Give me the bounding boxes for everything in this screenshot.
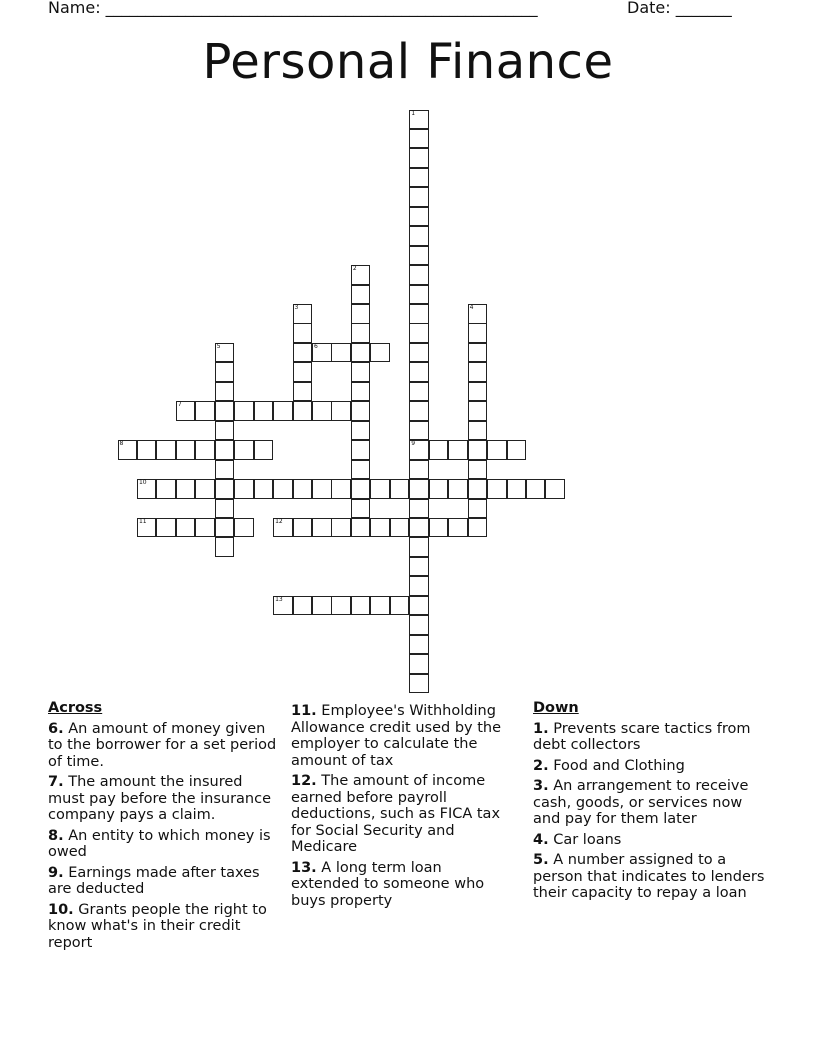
grid-cell[interactable] <box>409 537 429 557</box>
across-heading: Across <box>48 700 103 716</box>
clue-across-8: 8. An entity to which money is owed <box>48 827 271 860</box>
grid-cell[interactable] <box>351 479 371 499</box>
grid-cell[interactable] <box>254 479 274 499</box>
grid-cell[interactable] <box>468 479 488 499</box>
grid-cell[interactable] <box>351 401 371 421</box>
grid-cell[interactable] <box>409 168 429 188</box>
grid-cell[interactable] <box>331 596 351 616</box>
clue-number: 1 <box>411 109 416 117</box>
grid-cell[interactable] <box>409 401 429 421</box>
grid-cell[interactable] <box>118 440 138 460</box>
grid-cell[interactable] <box>351 304 371 324</box>
grid-cell[interactable] <box>215 460 235 480</box>
grid-cell[interactable] <box>351 499 371 519</box>
grid-cell[interactable] <box>254 401 274 421</box>
grid-cell[interactable] <box>293 382 313 402</box>
grid-cell[interactable] <box>176 401 196 421</box>
grid-cell[interactable] <box>273 596 293 616</box>
grid-cell[interactable] <box>409 226 429 246</box>
grid-cell[interactable] <box>370 518 390 538</box>
clue-down-3: 3. An arrangement to receive cash, goods, or services now and pay for them later <box>533 778 749 827</box>
grid-cell[interactable] <box>409 246 429 266</box>
grid-cell[interactable] <box>351 596 371 616</box>
grid-cell[interactable] <box>254 440 274 460</box>
clue-down-1: 1. Prevents scare tactics from debt collectors <box>533 720 751 753</box>
clue-across-12: 12. The amount of income earned before payroll deductions, such as FICA tax for Social Security and Medicare <box>291 773 501 855</box>
name-field[interactable]: Name: ______________________________________________________ <box>48 0 538 17</box>
grid-cell[interactable] <box>409 557 429 577</box>
clue-down-5: 5. A number assigned to a person that indicates to lenders their capacity to repay a loan <box>533 852 765 901</box>
grid-cell[interactable] <box>312 518 332 538</box>
grid-cell[interactable] <box>468 440 488 460</box>
grid-cell[interactable] <box>351 362 371 382</box>
grid-cell[interactable] <box>215 401 235 421</box>
grid-cell[interactable] <box>409 362 429 382</box>
grid-cell[interactable] <box>195 518 215 538</box>
grid-cell[interactable] <box>293 323 313 343</box>
grid-cell[interactable] <box>507 479 527 499</box>
grid-cell[interactable] <box>351 440 371 460</box>
down-heading: Down <box>533 700 579 716</box>
grid-cell[interactable] <box>370 479 390 499</box>
grid-cell[interactable] <box>312 479 332 499</box>
grid-cell[interactable] <box>293 362 313 382</box>
grid-cell[interactable] <box>468 421 488 441</box>
grid-cell[interactable] <box>390 518 410 538</box>
clue-number: 12 <box>275 517 283 525</box>
grid-cell[interactable] <box>156 518 176 538</box>
clue-number: 10 <box>138 479 147 487</box>
clue-number: 7 <box>177 401 182 409</box>
grid-cell[interactable] <box>195 401 215 421</box>
grid-cell[interactable] <box>273 479 293 499</box>
grid-cell[interactable] <box>468 401 488 421</box>
clue-number: 2 <box>352 265 357 273</box>
grid-cell[interactable] <box>468 323 488 343</box>
grid-cell[interactable] <box>468 499 488 519</box>
grid-cell[interactable] <box>409 323 429 343</box>
grid-cell[interactable] <box>409 596 429 616</box>
clue-across-9: 9. Earnings made after taxes are deducted <box>48 864 260 897</box>
grid-cell[interactable] <box>293 304 313 324</box>
clue-down-2: 2. Food and Clothing <box>533 757 685 774</box>
grid-cell[interactable] <box>507 440 527 460</box>
grid-cell[interactable] <box>351 518 371 538</box>
grid-cell[interactable] <box>312 343 332 363</box>
grid-cell[interactable] <box>293 596 313 616</box>
across-clues-column-1 <box>48 700 280 955</box>
grid-cell[interactable] <box>409 285 429 305</box>
grid-cell[interactable] <box>409 440 429 460</box>
grid-cell[interactable] <box>409 674 429 694</box>
grid-cell[interactable] <box>468 362 488 382</box>
grid-cell[interactable] <box>409 148 429 168</box>
grid-cell[interactable] <box>234 518 254 538</box>
grid-cell[interactable] <box>390 596 410 616</box>
date-field[interactable]: Date: _______ <box>627 0 732 17</box>
grid-cell[interactable] <box>409 382 429 402</box>
grid-cell[interactable] <box>137 479 157 499</box>
grid-cell[interactable] <box>293 343 313 363</box>
grid-cell[interactable] <box>370 343 390 363</box>
grid-cell[interactable] <box>448 518 468 538</box>
grid-cell[interactable] <box>409 460 429 480</box>
grid-cell[interactable] <box>273 518 293 538</box>
page-title: Personal Finance <box>202 34 614 90</box>
grid-cell[interactable] <box>215 518 235 538</box>
grid-cell[interactable] <box>487 479 507 499</box>
grid-cell[interactable] <box>293 479 313 499</box>
grid-cell[interactable] <box>409 110 429 130</box>
grid-cell[interactable] <box>351 460 371 480</box>
grid-cell[interactable] <box>468 518 488 538</box>
grid-cell[interactable] <box>409 207 429 227</box>
grid-cell[interactable] <box>409 304 429 324</box>
down-clues-column <box>533 700 768 906</box>
grid-cell[interactable] <box>409 518 429 538</box>
grid-cell[interactable] <box>526 479 546 499</box>
grid-cell[interactable] <box>390 479 410 499</box>
grid-cell[interactable] <box>351 421 371 441</box>
grid-cell[interactable] <box>293 401 313 421</box>
grid-cell[interactable] <box>234 440 254 460</box>
grid-cell[interactable] <box>429 479 449 499</box>
grid-cell[interactable] <box>273 401 293 421</box>
grid-cell[interactable] <box>195 440 215 460</box>
clue-number: 9 <box>411 440 416 448</box>
grid-cell[interactable] <box>137 440 157 460</box>
grid-cell[interactable] <box>409 499 429 519</box>
grid-cell[interactable] <box>137 518 157 538</box>
clue-number: 6 <box>314 342 318 350</box>
grid-cell[interactable] <box>351 265 371 285</box>
grid-cell[interactable] <box>351 323 371 343</box>
grid-cell[interactable] <box>468 382 488 402</box>
clue-down-4: 4. Car loans <box>533 831 622 848</box>
grid-cell[interactable] <box>409 635 429 655</box>
grid-cell[interactable] <box>370 596 390 616</box>
grid-cell[interactable] <box>409 479 429 499</box>
grid-cell[interactable] <box>331 518 351 538</box>
grid-cell[interactable] <box>468 343 488 363</box>
grid-cell[interactable] <box>409 265 429 285</box>
clue-number: 13 <box>275 595 283 603</box>
grid-cell[interactable] <box>545 479 565 499</box>
grid-cell[interactable] <box>351 285 371 305</box>
clue-across-10: 10. Grants people the right to know what's in their credit report <box>48 901 267 951</box>
grid-cell[interactable] <box>215 343 235 363</box>
grid-cell[interactable] <box>468 460 488 480</box>
grid-cell[interactable] <box>448 479 468 499</box>
grid-cell[interactable] <box>429 440 449 460</box>
grid-cell[interactable] <box>176 440 196 460</box>
grid-cell[interactable] <box>409 654 429 674</box>
grid-cell[interactable] <box>215 499 235 519</box>
grid-cell[interactable] <box>215 421 235 441</box>
grid-cell[interactable] <box>409 187 429 207</box>
grid-cell[interactable] <box>331 343 351 363</box>
grid-cell[interactable] <box>351 382 371 402</box>
grid-cell[interactable] <box>195 479 215 499</box>
grid-cell[interactable] <box>215 479 235 499</box>
grid-cell[interactable] <box>234 401 254 421</box>
clue-number: 3 <box>294 304 299 311</box>
grid-cell[interactable] <box>487 440 507 460</box>
clue-number: 11 <box>138 517 147 525</box>
across-clues-column-2 <box>291 703 513 913</box>
grid-cell[interactable] <box>215 537 235 557</box>
grid-cell[interactable] <box>409 343 429 363</box>
grid-cell[interactable] <box>156 440 176 460</box>
clue-across-7: 7. The amount the insured must pay before the insurance company pays a claim. <box>48 774 272 823</box>
grid-cell[interactable] <box>409 421 429 441</box>
clue-number: 4 <box>469 304 474 311</box>
grid-cell[interactable] <box>176 518 196 538</box>
grid-cell[interactable] <box>429 518 449 538</box>
clue-across-11: 11. Employee's Withholding Allowance credit used by the employer to calculate the amount of tax <box>291 703 502 769</box>
grid-cell[interactable] <box>234 479 254 499</box>
clue-number: 8 <box>119 440 124 448</box>
clue-number: 5 <box>216 342 221 350</box>
grid-cell[interactable] <box>293 518 313 538</box>
grid-cell[interactable] <box>409 576 429 596</box>
grid-cell[interactable] <box>331 479 351 499</box>
clue-across-6: 6. An amount of money given to the borrower for a set period of time. <box>48 720 277 770</box>
grid-cell[interactable] <box>409 615 429 635</box>
grid-cell[interactable] <box>448 440 468 460</box>
grid-cell[interactable] <box>176 479 196 499</box>
grid-cell[interactable] <box>215 362 235 382</box>
grid-cell[interactable] <box>409 129 429 149</box>
grid-cell[interactable] <box>215 382 235 402</box>
grid-cell[interactable] <box>331 401 351 421</box>
grid-cell[interactable] <box>312 401 332 421</box>
grid-cell[interactable] <box>351 343 371 363</box>
grid-cell[interactable] <box>468 304 488 324</box>
grid-cell[interactable] <box>156 479 176 499</box>
grid-cell[interactable] <box>312 596 332 616</box>
grid-cell[interactable] <box>215 440 235 460</box>
clue-across-13: 13. A long term loan extended to someone who buys property <box>291 859 485 909</box>
